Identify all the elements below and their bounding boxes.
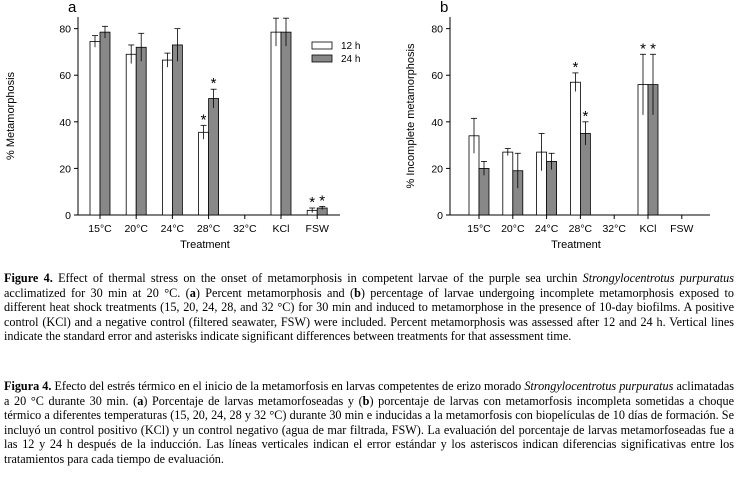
chart-a-xtick-label: 24°C [160, 223, 185, 235]
chart-a-significance-asterisk: * [319, 192, 326, 210]
caption-es-panel-b: b [362, 393, 370, 408]
chart-a-bar-24h [100, 32, 110, 215]
chart-a-xlabel: Treatment [180, 239, 230, 251]
chart-a-significance-asterisk: * [210, 75, 217, 93]
chart-a-legend-label-24h: 24 h [341, 54, 361, 65]
chart-a-bar-24h [136, 47, 146, 215]
chart-b-xtick-label: 28°C [568, 223, 593, 235]
chart-a-ylabel: % Metamorphosis [5, 71, 17, 161]
chart-a-bar-24h [209, 99, 219, 215]
chart-a-xtick-label: FSW [305, 223, 329, 235]
chart-b-xtick-label: 32°C [602, 223, 626, 235]
chart-a-xtick-label: 28°C [196, 223, 221, 235]
chart-a-bar-24h [172, 45, 182, 215]
chart-a-bar-12h [90, 41, 100, 215]
chart-b-bar-12h [570, 82, 580, 215]
chart-a-bar-12h [199, 132, 209, 215]
caption-es-species: Strongylocentrotus purpuratus [524, 379, 674, 393]
caption-es-text-2: aclimatadas a 20 °C durante 30 min. ( [4, 379, 734, 408]
chart-b-xtick-label: FSW [670, 223, 694, 235]
caption-spanish [4, 379, 734, 467]
caption-en-panel-a: a [189, 285, 196, 300]
chart-b-significance-asterisk: * [582, 107, 589, 125]
chart-a-legend-label-12h: 12 h [341, 41, 361, 52]
chart-b-bar-24h [580, 133, 590, 215]
chart-a-significance-asterisk: * [200, 111, 207, 129]
caption-es-text-1: Efecto del estrés térmico en el inicio de la metamorfosis en larvas competentes de erizo morado [51, 379, 525, 393]
chart-b-ylabel: % Incomplete metamorphosis [405, 43, 417, 189]
chart-b-xtick-label: KCl [639, 223, 657, 235]
chart-b-significance-asterisk: * [572, 58, 579, 76]
chart-a-ytick-label: 60 [59, 70, 71, 83]
chart-a-legend-swatch-12h [312, 42, 332, 49]
chart-a-ytick-label: 0 [65, 210, 71, 222]
chart-b-ytick-label: 0 [437, 210, 443, 222]
caption-en-text-4: ) percentage of larvae undergoing incomplete metamorphosis exposed to different heat shock treatments (15, 20, 24, 28, and 32 °C) for 30 min and induced to metamorphose in the presence of 10-day biofilms. A positive control (KCl) and a negative control (filtered seawater, FSW) were included. Percent metamorphosis was assessed after 12 and 24 h. Vertical lines indicate the standard error and asterisks indicate significant differences between treatments for that assessment time. [4, 285, 734, 344]
chart-a-bar-12h [126, 54, 136, 215]
caption-en-label: Figure 4. [4, 271, 53, 285]
chart-a-xtick-label: KCl [272, 223, 290, 235]
chart-a-ytick-label: 20 [59, 163, 71, 176]
chart-b-xtick-label: 24°C [534, 223, 559, 235]
chart-b-panel-label: b [440, 0, 449, 16]
caption-english [4, 271, 734, 344]
chart-a-bar-12h [271, 32, 281, 215]
chart-b-ytick-label: 60 [431, 70, 443, 83]
caption-es-text-4: ) porcentaje de larvas con metamorfosis incompleta sometidas a choque térmico a diferentes temperaturas (15, 20, 24, 28 y 32 °C) durante 30 min e inducidas a la metamorfosis con biopelículas de 10 días de formación. Se incluyó un control positivo (KCl) y un control negativo (agua de mar filtrada, FSW). La evaluación del porcentaje de larvas metamorfoseadas fue a las 12 y 24 h después de la inducción. Las líneas verticales indican el error estándar y los asteriscos indican diferencias significativas entre los tratamientos para cada tiempo de evaluación. [4, 393, 734, 466]
caption-en-species: Strongylocentrotus purpuratus [582, 271, 735, 285]
chart-b-bar-12h [503, 152, 513, 215]
chart-b-ytick-label: 80 [431, 23, 443, 36]
chart-a-ytick-label: 80 [59, 23, 71, 36]
chart-a-xtick-label: 15°C [88, 223, 112, 235]
caption-en-text-2: acclimatized for 30 min at 20 °C. ( [4, 285, 190, 300]
chart-b-xtick-label: 20°C [501, 223, 525, 235]
chart-b-ytick-label: 40 [431, 116, 443, 129]
chart-a-panel-label: a [68, 0, 77, 16]
chart-a-bar-24h [281, 32, 291, 215]
chart-b-significance-asterisk: * [650, 40, 656, 58]
caption-en-text-1: Effect of thermal stress on the onset of metamorphosis in competent larvae of the purple sea urchin [52, 271, 583, 285]
chart-a-bar-12h [162, 60, 172, 215]
caption-en-panel-b: b [354, 285, 361, 300]
caption-es-text-3: ) Porcentaje de larvas metamorfoseadas y ( [143, 393, 363, 408]
caption-es-label: Figura 4. [4, 379, 52, 393]
caption-en-text-3: ) Percent metamorphosis and ( [195, 285, 355, 300]
chart-a-xtick-label: 32°C [233, 223, 257, 235]
chart-b-xlabel: Treatment [551, 239, 601, 251]
chart-a-significance-asterisk: * [309, 194, 316, 212]
chart-a-xtick-label: 20°C [124, 223, 148, 235]
chart-a-ytick-label: 40 [59, 116, 71, 129]
chart-b-xtick-label: 15°C [467, 223, 491, 235]
chart-a-legend-swatch-24h [312, 55, 332, 62]
caption-es-panel-a: a [137, 393, 144, 408]
chart-b-significance-asterisk: * [640, 40, 646, 58]
chart-b-ytick-label: 20 [431, 163, 443, 176]
